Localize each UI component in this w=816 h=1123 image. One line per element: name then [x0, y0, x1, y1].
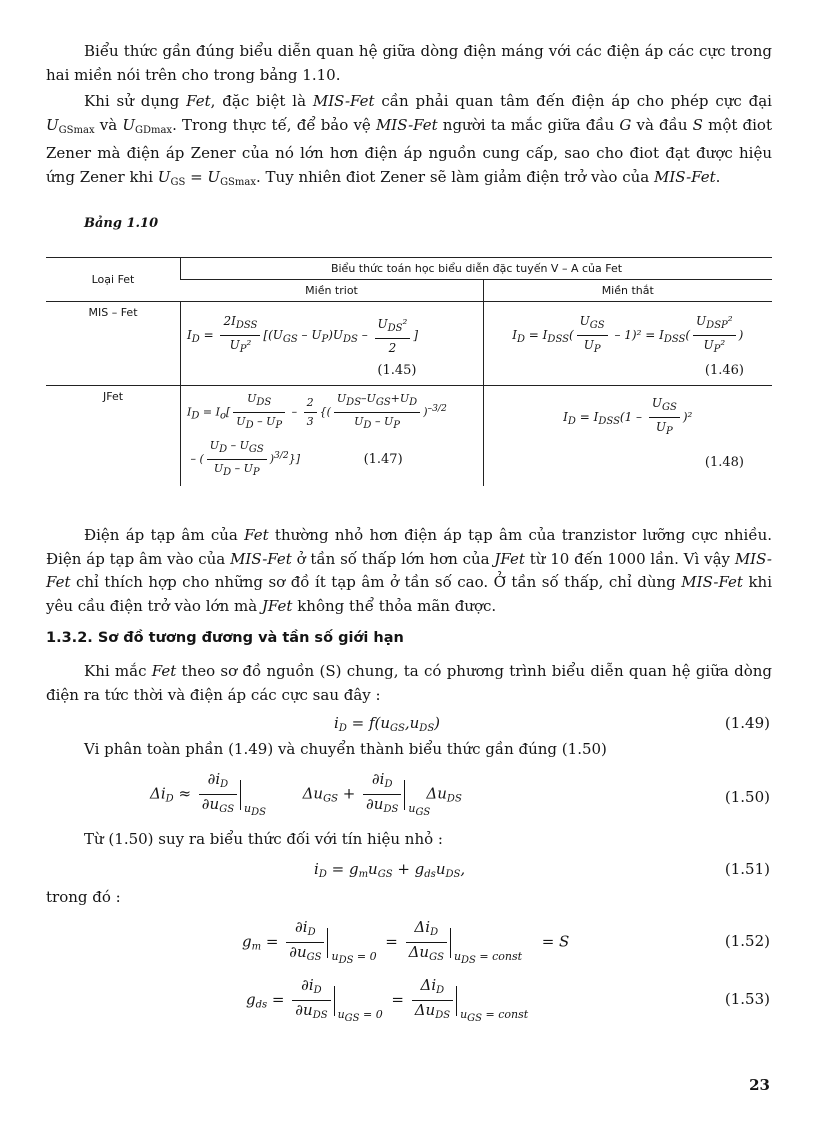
- formula-1-45: $I_D$ = $\frac{2I_{DSS}}{U_P^2}$ [$(U_{GS} - U_P)U_{DS}$ – $\frac{U_{DS}^2}{2}$ ]: [187, 314, 419, 355]
- cell-jfet-triode: [181, 386, 484, 487]
- page-number: 23: [749, 1076, 770, 1094]
- fet-characteristics-table: [46, 257, 772, 486]
- cell-misfet-saturation: [483, 302, 772, 386]
- paragraph-intro: Biểu thức gần đúng biểu diễn quan hệ giữa dòng điện máng với các điện áp các cực trong hai miền nói trên cho trong bảng 1.10.: [46, 42, 772, 84]
- formula-1-48: $I_D = I_{DSS}(1$ – $\frac{U_{GS}}{U_P}$ )²: [563, 396, 693, 437]
- formula-1-46: $I_D = I_{DSS}$( $\frac{U_{GS}}{U_P}$ – $1)^2 = I_{DSS}$( $\frac{U_{DSP}^2}{U_P^2}$ ): [512, 314, 744, 355]
- section-heading: 1.3.2. Sơ đồ tương đương và tần số giới hạn: [46, 630, 404, 646]
- cell-misfet-triode: [181, 302, 484, 386]
- equation-1-52: $g_m$ = $\frac{\partial i_D}{\partial u_{GS}}$ uDS = 0 = $\frac{\Delta i_D}{\Delta u_{GS}}$ uDS = const = S: [242, 918, 570, 966]
- equation-number-1-48: (1.48): [704, 455, 744, 470]
- column-header-span: Biểu thức toán học biểu diễn đặc tuyến V – A của Fet: [181, 258, 773, 280]
- equation-1-50: $\Delta i_D$ ≈ $\frac{\partial i_D}{\partial u_{GS}}$ uDS $\Delta u_{GS}$ + $\frac{\partial i_D}{\partial u_{DS}}$ uGS $\Delta u_{DS}$: [150, 770, 462, 818]
- row-type-misfet: MIS – Fet: [46, 302, 181, 386]
- cell-jfet-saturation: [483, 386, 772, 487]
- equation-number-1-50: (1.50): [724, 788, 770, 806]
- formula-1-47-line2: – ( $\frac{\text{UD – UGS}}{UD - UP}$ )$^{3/2}$}] (1.47): [187, 439, 403, 478]
- column-header-triode: Miền triot: [181, 280, 484, 302]
- equation-number-1-46: (1.46): [704, 363, 744, 378]
- equation-1-51: $i_D = g_mu_{GS} + g_{ds}u_{DS}$,: [314, 860, 466, 880]
- paragraph-misfet-zener: Khi sử dụng Fet, đặc biệt là MIS-Fet cần phải quan tâm đến điện áp cho phép cực đại $U_{GSmax}$ và $U_{GDmax}$. Trong thực tế, để bảo vệ MIS-Fet người ta mắc giữa đầu G và đầu S một điot Zener mà điện áp Zener của nó lớn hơn điện áp nguồn cung cấp, sao cho điot đạt được hiệu ứng Zener khi $U_{GS} = U_{GSmax}$. Tuy nhiên điot Zener sẽ làm giảm điện trở vào của MIS-Fet.: [46, 92, 772, 188]
- column-header-saturation: Miền thắt: [483, 280, 772, 302]
- equation-number-1-47: (1.47): [363, 451, 403, 467]
- equation-number-1-49: (1.49): [724, 714, 770, 732]
- equation-1-49: $i_D = f(u_{GS},u_{DS})$: [334, 714, 441, 734]
- table-caption: Bảng 1.10: [84, 216, 159, 231]
- text-trong-do: trong đó :: [46, 888, 121, 906]
- paragraph-differential: Vi phân toàn phần (1.49) và chuyển thành biểu thức gần đúng (1.50): [84, 740, 607, 758]
- paragraph-small-signal: Từ (1.50) suy ra biểu thức đối với tín hiệu nhỏ :: [84, 830, 443, 848]
- equation-number-1-52: (1.52): [724, 932, 770, 950]
- equation-number-1-53: (1.53): [724, 990, 770, 1008]
- equation-number-1-45: (1.45): [377, 363, 417, 378]
- equation-1-53: $g_{ds}$ = $\frac{\partial i_D}{\partial u_{DS}}$ uGS = 0 = $\frac{\Delta i_D}{\Delta u_{DS}}$ uGS = const: [246, 976, 529, 1024]
- paragraph-common-source: Khi mắc Fet theo sơ đồ nguồn (S) chung, ta có phương trình biểu diễn quan hệ giữa dòng điện ra tức thời và điện áp các cực sau đây :: [46, 662, 772, 704]
- paragraph-noise: Điện áp tạp âm của Fet thường nhỏ hơn điện áp tạp âm của tranzistor lưỡng cực nhiều. Điện áp tạp âm vào của MIS-Fet ở tần số thấp lớn hơn của JFet từ 10 đến 1000 lần. Vì vậy MIS-Fet chỉ thích hợp cho những sơ đồ ít tạp âm ở tần số cao. Ở tần số thấp, chỉ dùng MIS-Fet khi yêu cầu điện trở vào lớn mà JFet không thể thỏa mãn được.: [46, 526, 772, 615]
- equation-number-1-51: (1.51): [724, 860, 770, 878]
- row-type-jfet: JFet: [46, 386, 181, 487]
- formula-1-47-line1: ID = Io[ $\frac{\text{UDS}}{UD - UP}$ – $\frac{2}{3}$ {( $\frac{\text{UDS–UGS+UD}}{UD - UP}$ )$^{-3/2}$: [187, 392, 447, 431]
- column-header-type: Loại Fet: [46, 258, 181, 302]
